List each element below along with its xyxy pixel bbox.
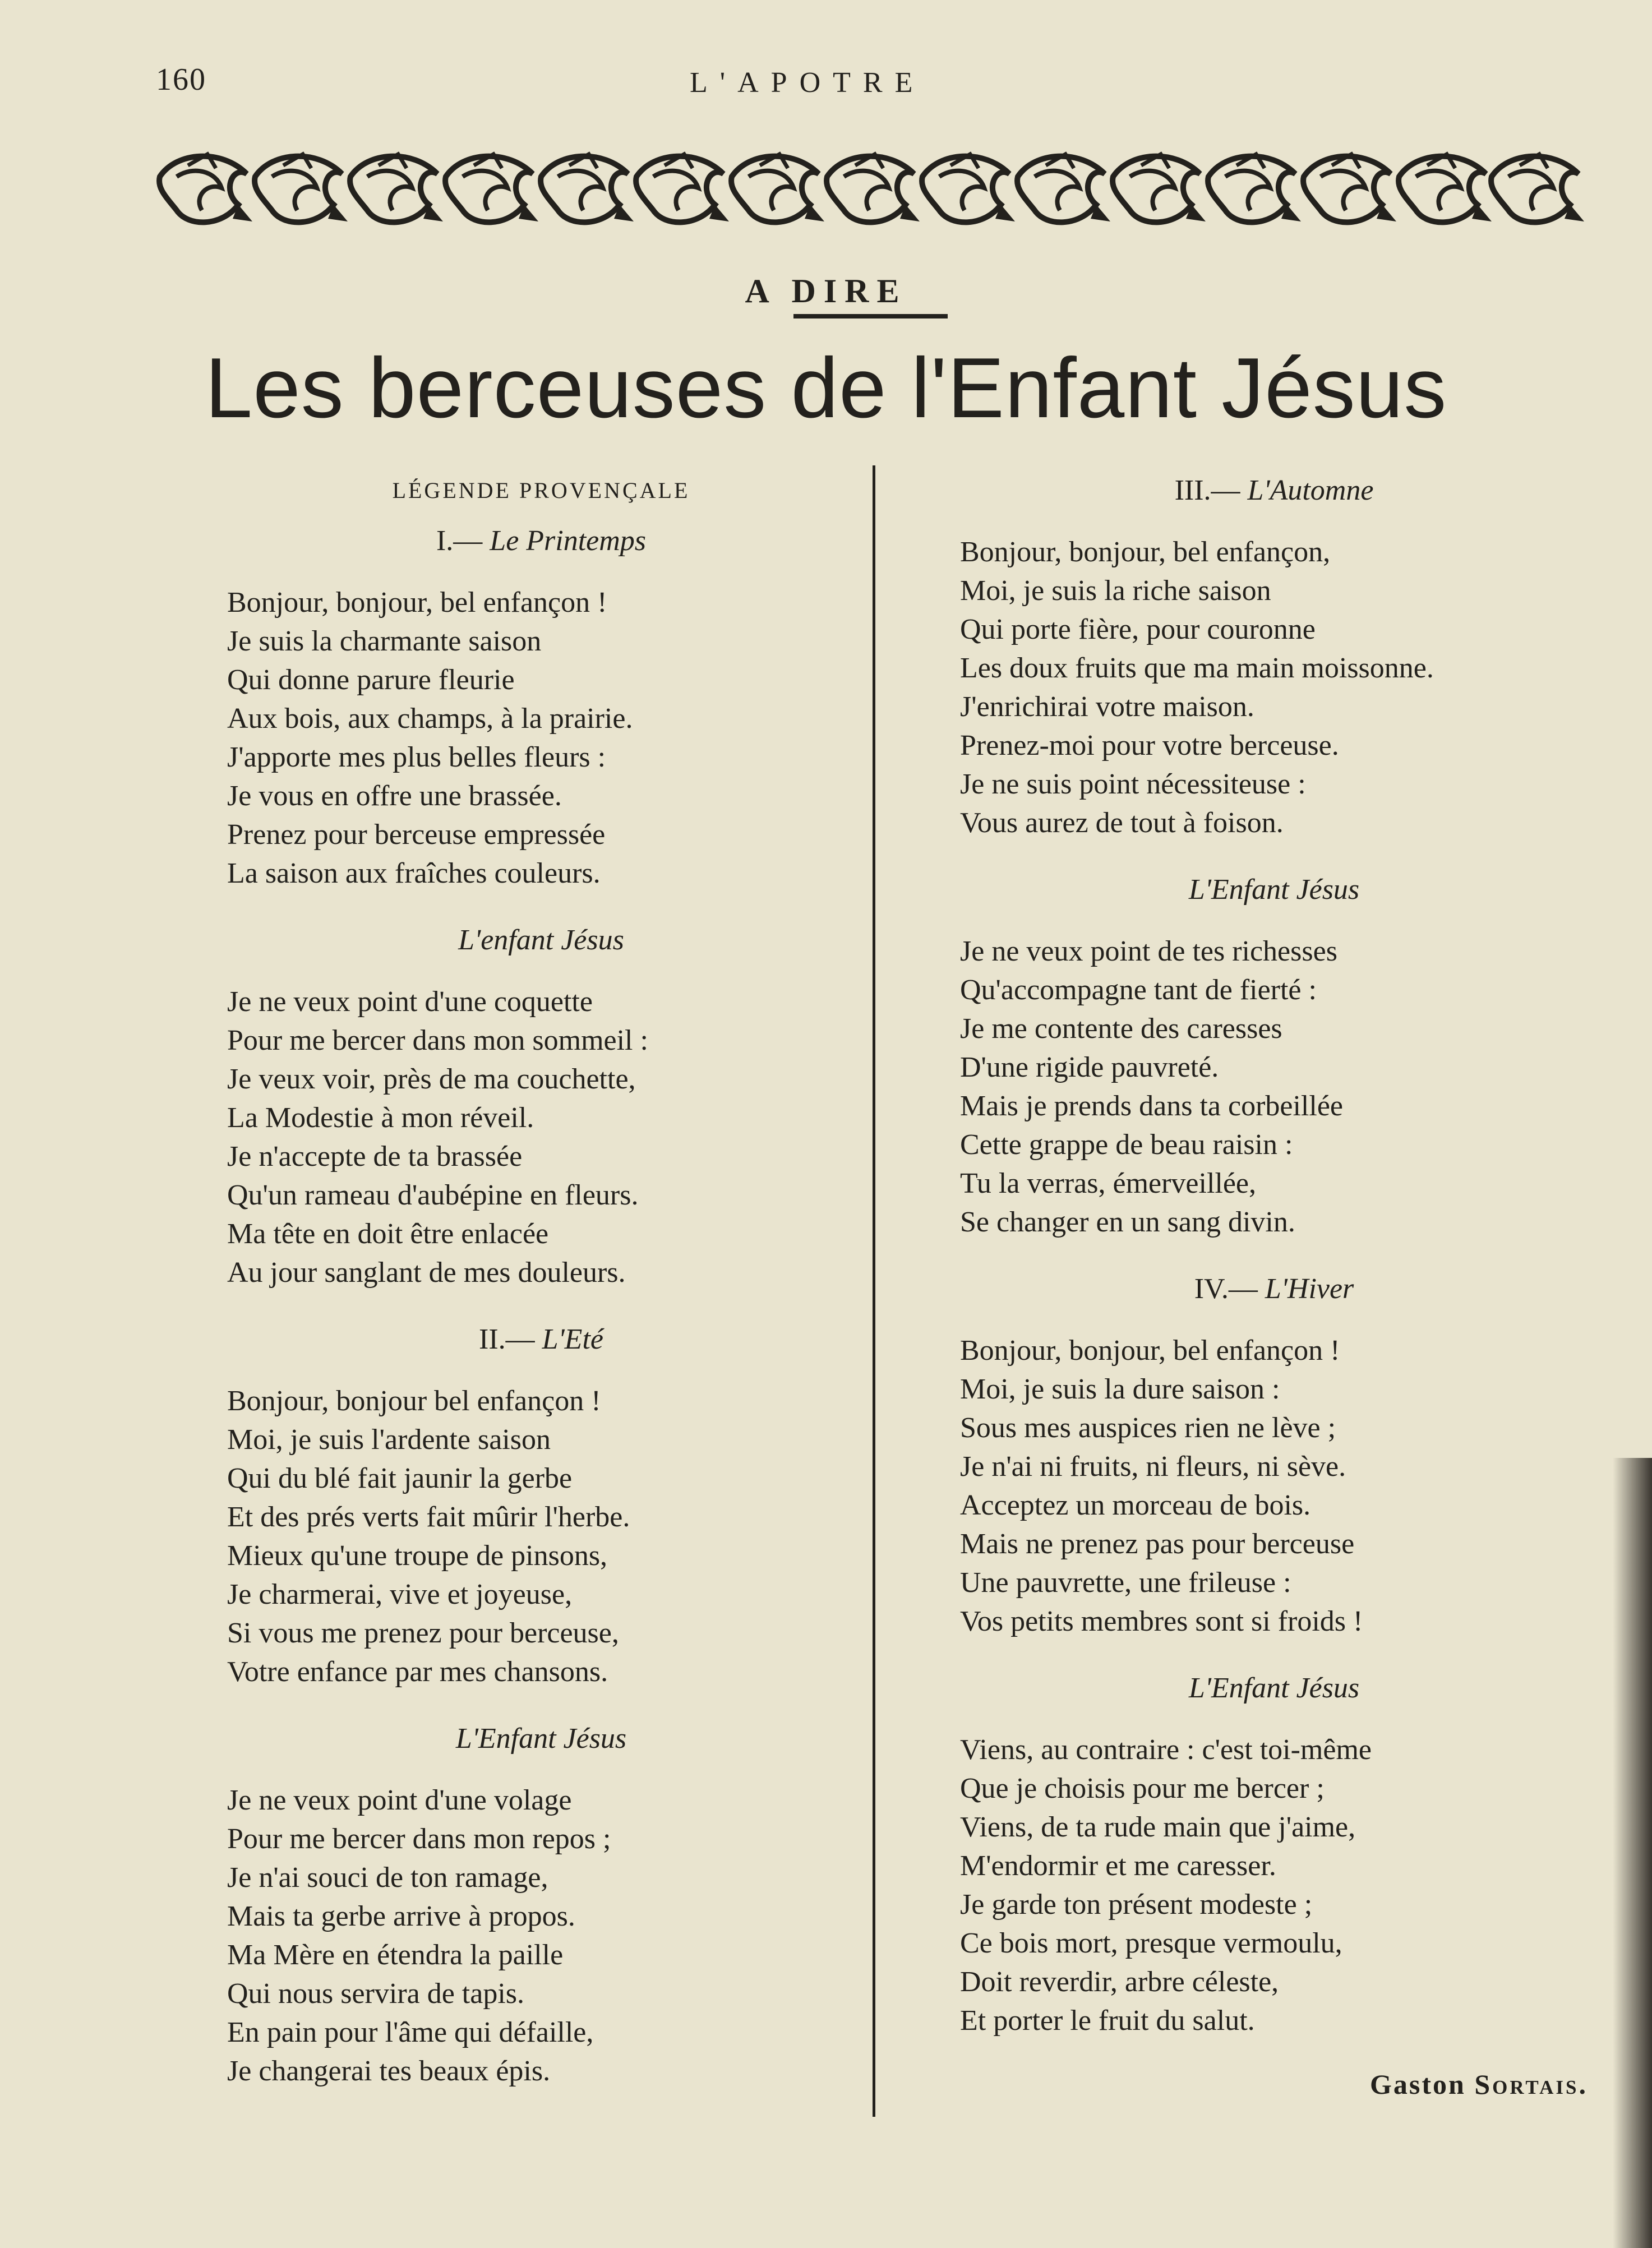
verse-line: J'enrichirai votre maison.	[960, 691, 1254, 723]
verse-line: Bonjour, bonjour, bel enfançon,	[960, 536, 1331, 568]
verse-line: Bonjour, bonjour, bel enfançon !	[227, 587, 607, 618]
verse-line: Vous aurez de tout à foison.	[960, 807, 1284, 839]
running-title: L'APOTRE	[690, 67, 925, 99]
stanza	[227, 1781, 855, 2090]
page-edge-shadow	[1613, 1458, 1652, 2248]
stanza	[227, 1382, 855, 1691]
verse-line: Je garde ton présent modeste ;	[960, 1889, 1313, 1921]
verse-line: Je n'accepte de ta brassée	[227, 1141, 523, 1173]
verse-line: Ce bois mort, presque vermoulu,	[960, 1927, 1342, 1959]
verse-line: Bonjour, bonjour bel enfançon !	[227, 1385, 601, 1417]
verse-line: Et des prés verts fait mûrir l'herbe.	[227, 1501, 630, 1533]
verse-line: Je ne veux point de tes richesses	[960, 935, 1337, 967]
column-divider	[873, 465, 875, 2117]
verse-line: Les doux fruits que ma main moissonne.	[960, 652, 1434, 684]
author-last-name: Sortais.	[1474, 2069, 1588, 2100]
verse-line: Qui nous servira de tapis.	[227, 1978, 525, 2010]
verse-line: Viens, de ta rude main que j'aime,	[960, 1811, 1356, 1843]
section-name: L'enfant Jésus	[458, 924, 624, 956]
page-number: 160	[156, 62, 206, 97]
section-heading	[227, 1320, 855, 1359]
verse-line: Et porter le fruit du salut.	[960, 2005, 1255, 2037]
section-number: I.—	[436, 525, 483, 557]
verse-line: Je n'ai ni fruits, ni fleurs, ni sève.	[960, 1451, 1346, 1483]
verse-line: Je ne veux point d'une coquette	[227, 986, 593, 1018]
kicker: A DIRE	[745, 273, 907, 310]
verse-line: Sous mes auspices rien ne lève ;	[960, 1412, 1336, 1444]
section-heading	[960, 1270, 1588, 1309]
verse-line: Vos petits membres sont si froids !	[960, 1605, 1363, 1637]
verse-line: Doit reverdir, arbre céleste,	[960, 1966, 1279, 1998]
verse-line: Ma Mère en étendra la paille	[227, 1939, 564, 1971]
section-heading	[227, 521, 855, 561]
verse-line: Je vous en offre une brassée.	[227, 780, 562, 812]
stanza	[960, 1331, 1588, 1641]
verse-line: Si vous me prenez pour berceuse,	[227, 1617, 619, 1649]
verse-line: Cette grappe de beau raisin :	[960, 1129, 1293, 1161]
verse-line: Qu'accompagne tant de fierté :	[960, 974, 1317, 1006]
section-heading	[227, 921, 855, 960]
section-name: L'Enfant Jésus	[1188, 874, 1360, 906]
section-name: Le Printemps	[490, 525, 647, 557]
verse-line: Une pauvrette, une frileuse :	[960, 1567, 1291, 1599]
section-name: L'Eté	[542, 1323, 603, 1355]
verse-line: Prenez-moi pour votre berceuse.	[960, 730, 1339, 761]
section-number: IV.—	[1194, 1273, 1258, 1305]
verse-line: Au jour sanglant de mes douleurs.	[227, 1257, 626, 1289]
stanza	[960, 932, 1588, 1241]
section-number: III.—	[1174, 474, 1240, 506]
verse-line: Se changer en un sang divin.	[960, 1206, 1295, 1238]
verse-line: Tu la verras, émerveillée,	[960, 1167, 1256, 1199]
verse-line: Je veux voir, près de ma couchette,	[227, 1063, 636, 1095]
stanza	[960, 533, 1588, 842]
author-first-name: Gaston	[1370, 2069, 1466, 2100]
verse-line: Pour me bercer dans mon repos ;	[227, 1823, 611, 1855]
verse-line: Aux bois, aux champs, à la prairie.	[227, 703, 633, 735]
section-name: L'Enfant Jésus	[1188, 1672, 1360, 1704]
verse-line: Mieux qu'une troupe de pinsons,	[227, 1540, 608, 1572]
verse-line: Viens, au contraire : c'est toi-même	[960, 1734, 1372, 1766]
verse-line: D'une rigide pauvreté.	[960, 1051, 1219, 1083]
verse-line: Je charmerai, vive et joyeuse,	[227, 1578, 573, 1610]
verse-line: Ma tête en doit être enlacée	[227, 1218, 549, 1250]
section-name: L'Automne	[1247, 474, 1374, 506]
verse-line: Acceptez un morceau de bois.	[960, 1489, 1311, 1521]
section-number: II.—	[479, 1323, 535, 1355]
verse-line: Je ne suis point nécessiteuse :	[960, 768, 1306, 800]
left-column	[227, 471, 855, 2118]
section-name: L'Enfant Jésus	[455, 1723, 627, 1755]
verse-line: Je n'ai souci de ton ramage,	[227, 1862, 548, 1894]
verse-line: J'apporte mes plus belles fleurs :	[227, 741, 606, 773]
verse-line: Je changerai tes beaux épis.	[227, 2055, 551, 2087]
section-name: L'Hiver	[1265, 1273, 1354, 1305]
verse-line: M'endormir et me caresser.	[960, 1850, 1276, 1882]
verse-line: Prenez pour berceuse empressée	[227, 819, 606, 851]
verse-line: Moi, je suis l'ardente saison	[227, 1424, 551, 1456]
ribbon-loop-border-icon	[154, 137, 1584, 244]
right-column	[960, 471, 1588, 2101]
verse-line: Mais ne prenez pas pour berceuse	[960, 1528, 1355, 1560]
page-title: Les berceuses de l'Enfant Jésus	[205, 340, 1447, 436]
verse-line: Je suis la charmante saison	[227, 625, 542, 657]
verse-line: Votre enfance par mes chansons.	[227, 1656, 608, 1688]
verse-line: Pour me bercer dans mon sommeil :	[227, 1024, 648, 1056]
verse-line: Mais ta gerbe arrive à propos.	[227, 1900, 575, 1932]
section-heading	[227, 1719, 855, 1758]
stanza	[227, 583, 855, 893]
verse-line: La saison aux fraîches couleurs.	[227, 857, 601, 889]
verse-line: Que je choisis pour me bercer ;	[960, 1772, 1325, 1804]
kicker-underline	[793, 314, 948, 318]
verse-line: Bonjour, bonjour, bel enfançon !	[960, 1335, 1340, 1367]
section-heading	[960, 1669, 1588, 1708]
verse-line: Qui porte fière, pour couronne	[960, 613, 1316, 645]
subtitle: LÉGENDE PROVENÇALE	[392, 478, 690, 503]
verse-line: Moi, je suis la riche saison	[960, 575, 1271, 607]
verse-line: Moi, je suis la dure saison :	[960, 1373, 1280, 1405]
verse-line: Qui donne parure fleurie	[227, 664, 515, 696]
verse-line: En pain pour l'âme qui défaille,	[227, 2016, 594, 2048]
verse-line: Je ne veux point d'une volage	[227, 1784, 572, 1816]
verse-line: Mais je prends dans ta corbeillée	[960, 1090, 1343, 1122]
stanza	[227, 982, 855, 1292]
verse-line: Je me contente des caresses	[960, 1013, 1282, 1045]
author-signature	[960, 2068, 1588, 2101]
section-heading	[960, 471, 1588, 510]
stanza	[960, 1730, 1588, 2040]
verse-line: Qu'un rameau d'aubépine en fleurs.	[227, 1179, 639, 1211]
verse-line: La Modestie à mon réveil.	[227, 1102, 534, 1134]
section-heading	[960, 870, 1588, 910]
verse-line: Qui du blé fait jaunir la gerbe	[227, 1462, 573, 1494]
